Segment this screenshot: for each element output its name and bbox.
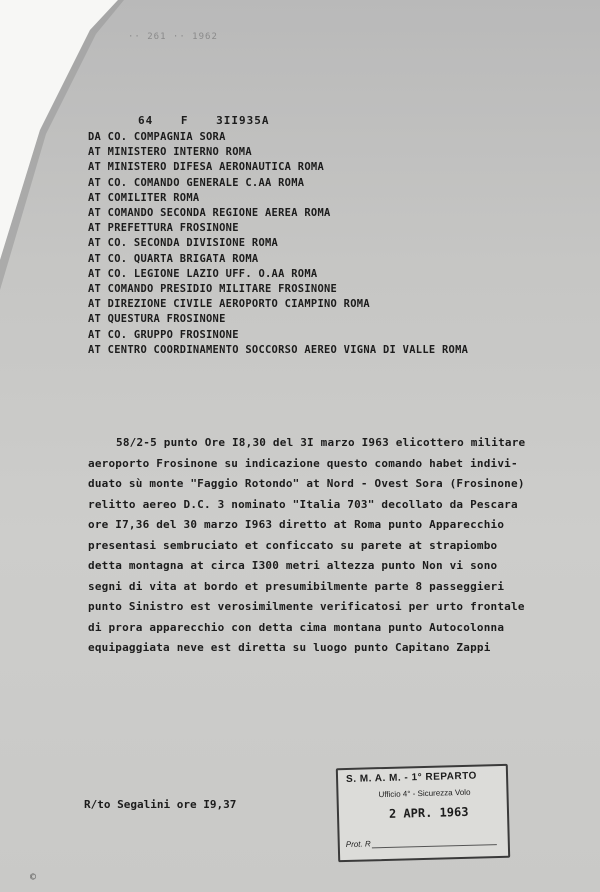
stamp-office: S. M. A. M. - 1° REPARTO [345, 770, 478, 785]
header-number: 64 [138, 114, 154, 127]
addressee-line: AT CENTRO COORDINAMENTO SOCCORSO AEREO VIGNA DI VALLE ROMA [88, 343, 469, 356]
stamp-protocol: Prot. R [345, 839, 371, 850]
stamp-protocol-line [372, 844, 497, 848]
addressee-line: AT DIREZIONE CIVILE AEROPORTO CIAMPINO ROMA [88, 298, 370, 311]
addressee-line: AT PREFETTURA FROSINONE [88, 222, 239, 235]
body-line: punto Sinistro est verosimilmente verificatosi per urto frontale [88, 600, 525, 613]
addressee-line: AT COMANDO SECONDA REGIONE AEREA ROMA [88, 207, 331, 220]
signature-line: R/to Segalini ore I9,37 [84, 798, 237, 811]
header-letter: F [180, 114, 189, 127]
stamp-date: 2 APR. 1963 [388, 804, 469, 821]
addressee-line: AT CO. SECONDA DIVISIONE ROMA [88, 237, 279, 250]
addressee-line: AT COMILITER ROMA [88, 191, 200, 204]
addressee-line: AT CO. QUARTA BRIGATA ROMA [88, 252, 259, 265]
addressee-line: AT CO. GRUPPO FROSINONE [88, 328, 239, 341]
reception-stamp [336, 764, 510, 862]
addressee-line: AT MINISTERO DIFESA AERONAUTICA ROMA [88, 161, 325, 174]
message-body [88, 433, 598, 659]
body-line: segni di vita at bordo et presumibilmente parte 8 passeggieri [88, 579, 505, 593]
addressee-list [88, 130, 468, 358]
body-line: detta montagna at circa I300 metri altezza punto Non vi sono [88, 559, 498, 572]
addressee-line: AT CO. COMANDO GENERALE C.AA ROMA [88, 176, 305, 189]
body-line: relitto aereo D.C. 3 nominato "Italia 703" decollato da Pescara [88, 497, 518, 511]
addressee-line: DA CO. COMPAGNIA SORA [88, 131, 226, 143]
faint-header: ·· 261 ·· 1962 [128, 32, 218, 42]
body-line: aeroporto Frosinone su indicazione questo comando habet indivi- [88, 456, 518, 470]
body-line: ore I7,36 del 30 marzo I963 diretto at Roma punto Apparecchio [88, 518, 505, 531]
body-line: equipaggiata neve est diretta su luogo punto Capitano Zappi [88, 641, 491, 654]
addressee-line: AT COMANDO PRESIDIO MILITARE FROSINONE [88, 283, 338, 296]
addressee-line: AT CO. LEGIONE LAZIO UFF. O.AA ROMA [88, 267, 318, 280]
body-line: duato sù monte "Faggio Rotondo" at Nord - Ovest Sora (Frosinone) [88, 477, 525, 490]
message-header [138, 114, 269, 127]
addressee-line: AT QUESTURA FROSINONE [88, 313, 226, 326]
corner-mark: © [30, 872, 37, 883]
header-code: 3II935A [216, 114, 270, 127]
stamp-department: Ufficio 4° - Sicurezza Volo [378, 787, 471, 800]
addressee-line: AT MINISTERO INTERNO ROMA [88, 146, 252, 159]
body-line: 58/2-5 punto Ore I8,30 del 3I marzo I963 elicottero militare [116, 436, 526, 449]
body-line: presentasi sembruciato et conficcato su parete at strapiombo [88, 538, 498, 552]
body-line: di prora apparecchio con detta cima montana punto Autocolonna [88, 620, 505, 634]
